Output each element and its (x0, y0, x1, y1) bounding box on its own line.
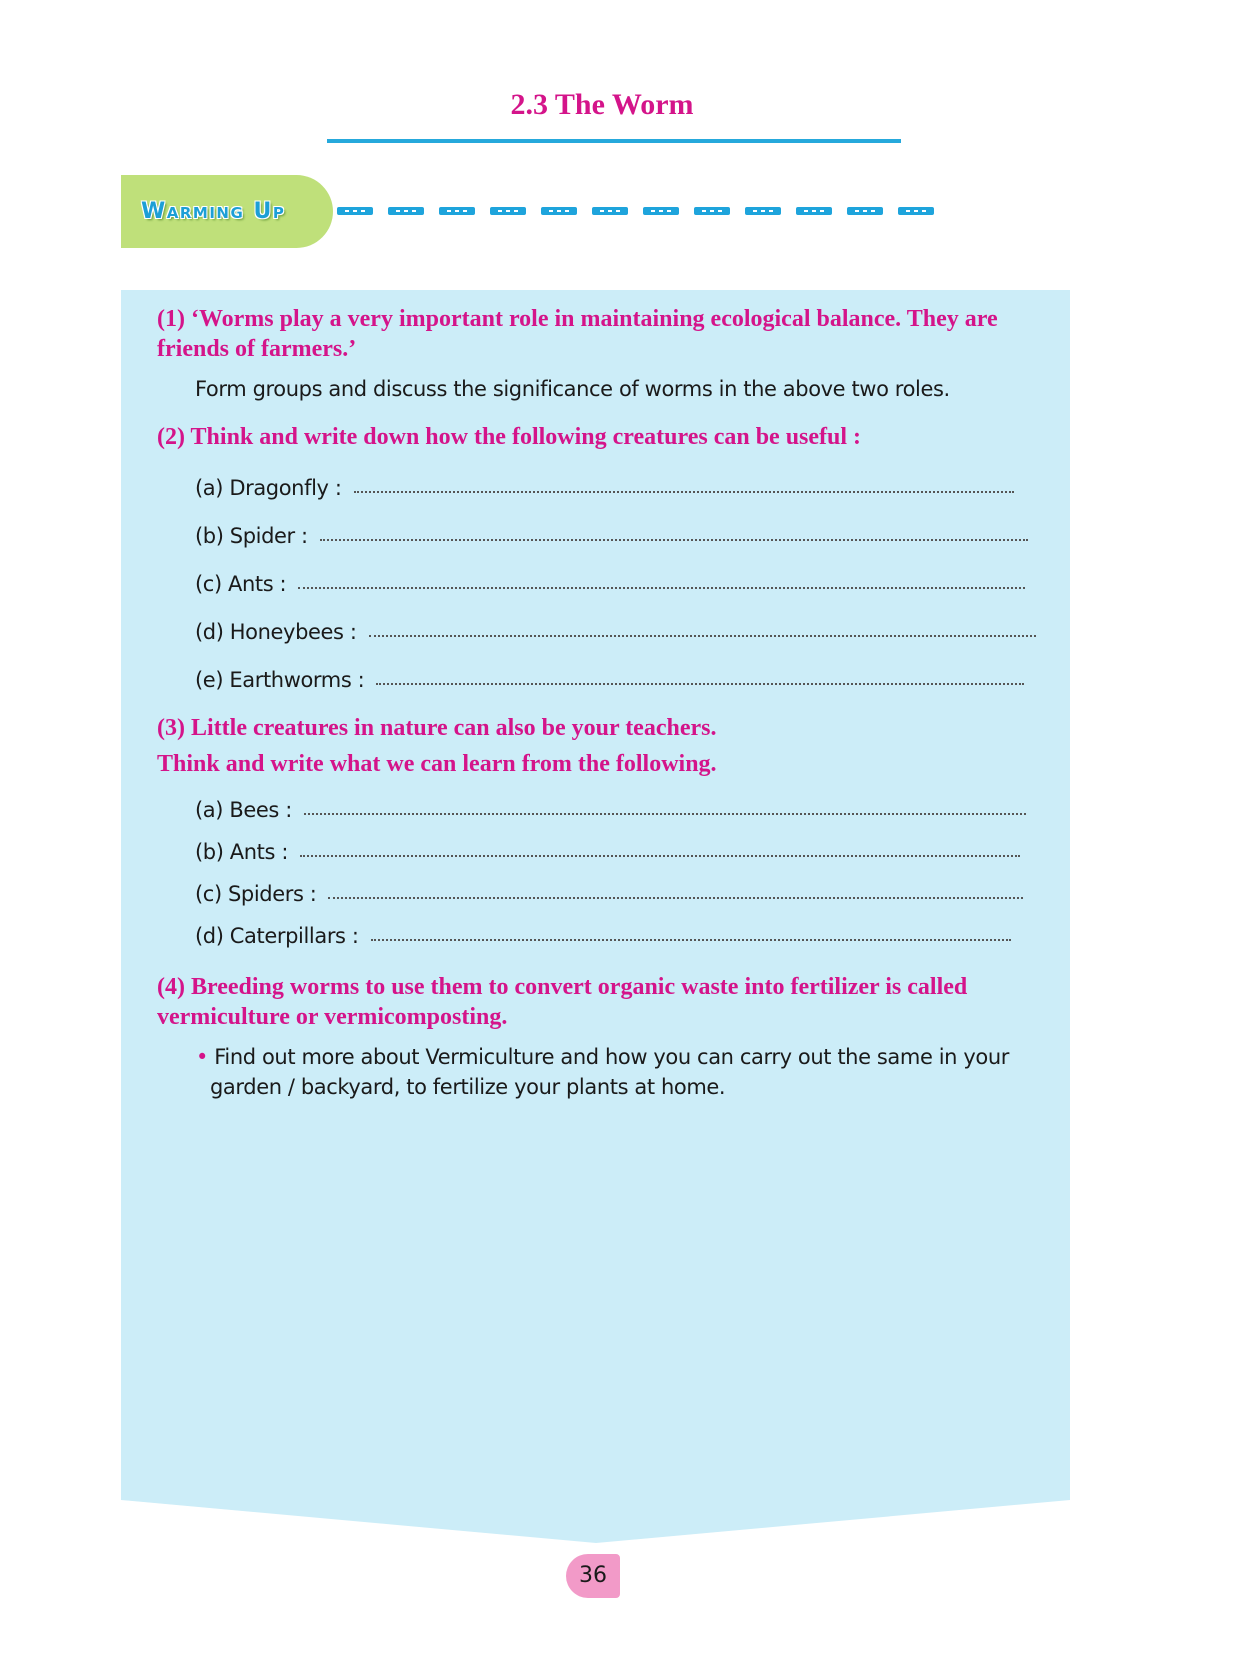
lesson-line-bees[interactable] (157, 788, 1047, 822)
question-1-line-2: friends of farmers.’ (157, 336, 357, 362)
question-1-heading (157, 304, 1047, 364)
answer-label: (d) Honeybees : (195, 620, 357, 644)
question-4-line-2: vermiculture or vermicomposting. (157, 1004, 508, 1030)
answer-line-spider[interactable] (157, 514, 1047, 548)
question-3-heading (157, 710, 1047, 782)
dotted-answer-line[interactable] (300, 855, 1020, 857)
answer-label: (b) Spider : (195, 524, 308, 548)
question-4-heading (157, 972, 1047, 1032)
dotted-answer-line[interactable] (371, 939, 1011, 941)
question-1-line-1: (1) ‘Worms play a very important role in maintaining ecological balance. They are (157, 306, 998, 332)
answer-label: (b) Ants : (195, 840, 288, 864)
question-3-line-2: Think and write what we can learn from the following. (157, 751, 717, 777)
dotted-answer-line[interactable] (328, 897, 1023, 899)
bullet-text-line-1: Find out more about Vermiculture and how you can carry out the same in your (214, 1045, 1009, 1069)
dotted-answer-line[interactable] (304, 813, 1026, 815)
answer-label: (a) Dragonfly : (195, 476, 342, 500)
answer-line-honeybees[interactable] (157, 610, 1047, 644)
question-2-heading: (2) Think and write down how the following creatures can be useful : (157, 424, 862, 450)
answer-line-earthworms[interactable] (157, 658, 1047, 692)
dotted-answer-line[interactable] (369, 635, 1036, 637)
dotted-answer-line[interactable] (298, 587, 1025, 589)
lesson-line-spiders[interactable] (157, 872, 1047, 906)
warming-up-label: Warming Up (141, 199, 286, 224)
lesson-line-ants[interactable] (157, 830, 1047, 864)
warming-up-dash-row (337, 205, 937, 217)
page-title: 2.3 The Worm (510, 88, 694, 121)
question-4-line-1: (4) Breeding worms to use them to convert organic waste into fertilizer is called (157, 974, 968, 1000)
bullet-icon: • (196, 1045, 208, 1069)
answer-line-dragonfly[interactable] (157, 466, 1047, 500)
answer-label: (c) Spiders : (195, 882, 317, 906)
answer-label: (d) Caterpillars : (195, 924, 359, 948)
answer-label: (e) Earthworms : (195, 668, 365, 692)
dotted-answer-line[interactable] (376, 683, 1024, 685)
question-4-bullet (157, 1042, 1047, 1102)
answer-line-ants[interactable] (157, 562, 1047, 596)
answer-label: (c) Ants : (195, 572, 287, 596)
bullet-text-line-2: garden / backyard, to fertilize your plants at home. (210, 1075, 726, 1099)
warming-up-tab (121, 175, 333, 248)
question-3-line-1: (3) Little creatures in nature can also be your teachers. (157, 715, 717, 741)
answer-label: (a) Bees : (195, 798, 292, 822)
question-1-note: Form groups and discuss the significance of worms in the above two roles. (195, 377, 950, 401)
questions-section (157, 304, 1047, 1102)
dotted-answer-line[interactable] (354, 491, 1014, 493)
dotted-answer-line[interactable] (320, 539, 1028, 541)
lesson-line-caterpillars[interactable] (157, 914, 1047, 948)
page-number: 36 (566, 1554, 620, 1598)
